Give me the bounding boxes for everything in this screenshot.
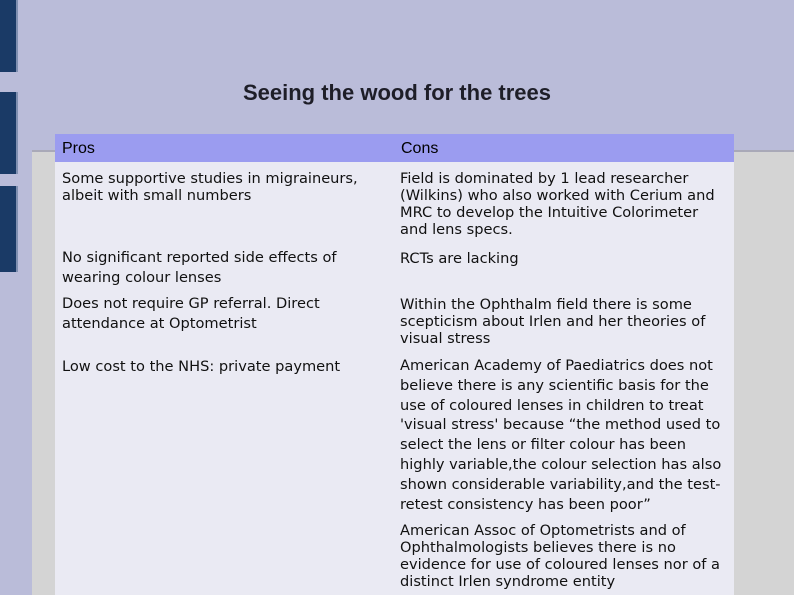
table-cell-pros: Some supportive studies in migraineurs, albeit with small numbers (62, 170, 358, 204)
table-cell-pros: Does not require GP referral. Direct attendance at Optometrist (62, 295, 320, 332)
slide-title: Seeing the wood for the trees (242, 80, 552, 105)
header-cons: Cons (401, 140, 439, 157)
table-cell-cons: American Assoc of Optometrists and of Ophthalmologists believes there is no evidence for use of coloured lenses nor of a distinct Irlen syndrome entity (400, 522, 721, 590)
table-cell-pros: Low cost to the NHS: private payment (62, 358, 341, 375)
table-cell-cons: Within the Ophthalm field there is some scepticism about Irlen and her theories of visual stress (400, 296, 706, 347)
left-decor-bar (0, 0, 18, 72)
header-pros: Pros (62, 140, 95, 157)
pros-cons-table (55, 134, 734, 595)
table-cell-cons: RCTs are lacking (400, 250, 519, 267)
table-cell-pros: No significant reported side effects of wearing colour lenses (62, 249, 337, 286)
table-cell-cons: American Academy of Paediatrics does not believe there is any scientific basis for the use of coloured lenses in children to treat 'visual stress' because “the method used to select the lens or filter colour has been highly variable,the colour selection has also shown considerable variability,and the test-retest consistency has been poor” (400, 357, 722, 513)
table-header-row (55, 134, 734, 162)
left-decor-bar (0, 186, 18, 272)
table-cell-cons: Field is dominated by 1 lead researcher (Wilkins) who also worked with Cerium and MRC to develop the Intuitive Colorimeter and lens specs. (400, 170, 715, 238)
